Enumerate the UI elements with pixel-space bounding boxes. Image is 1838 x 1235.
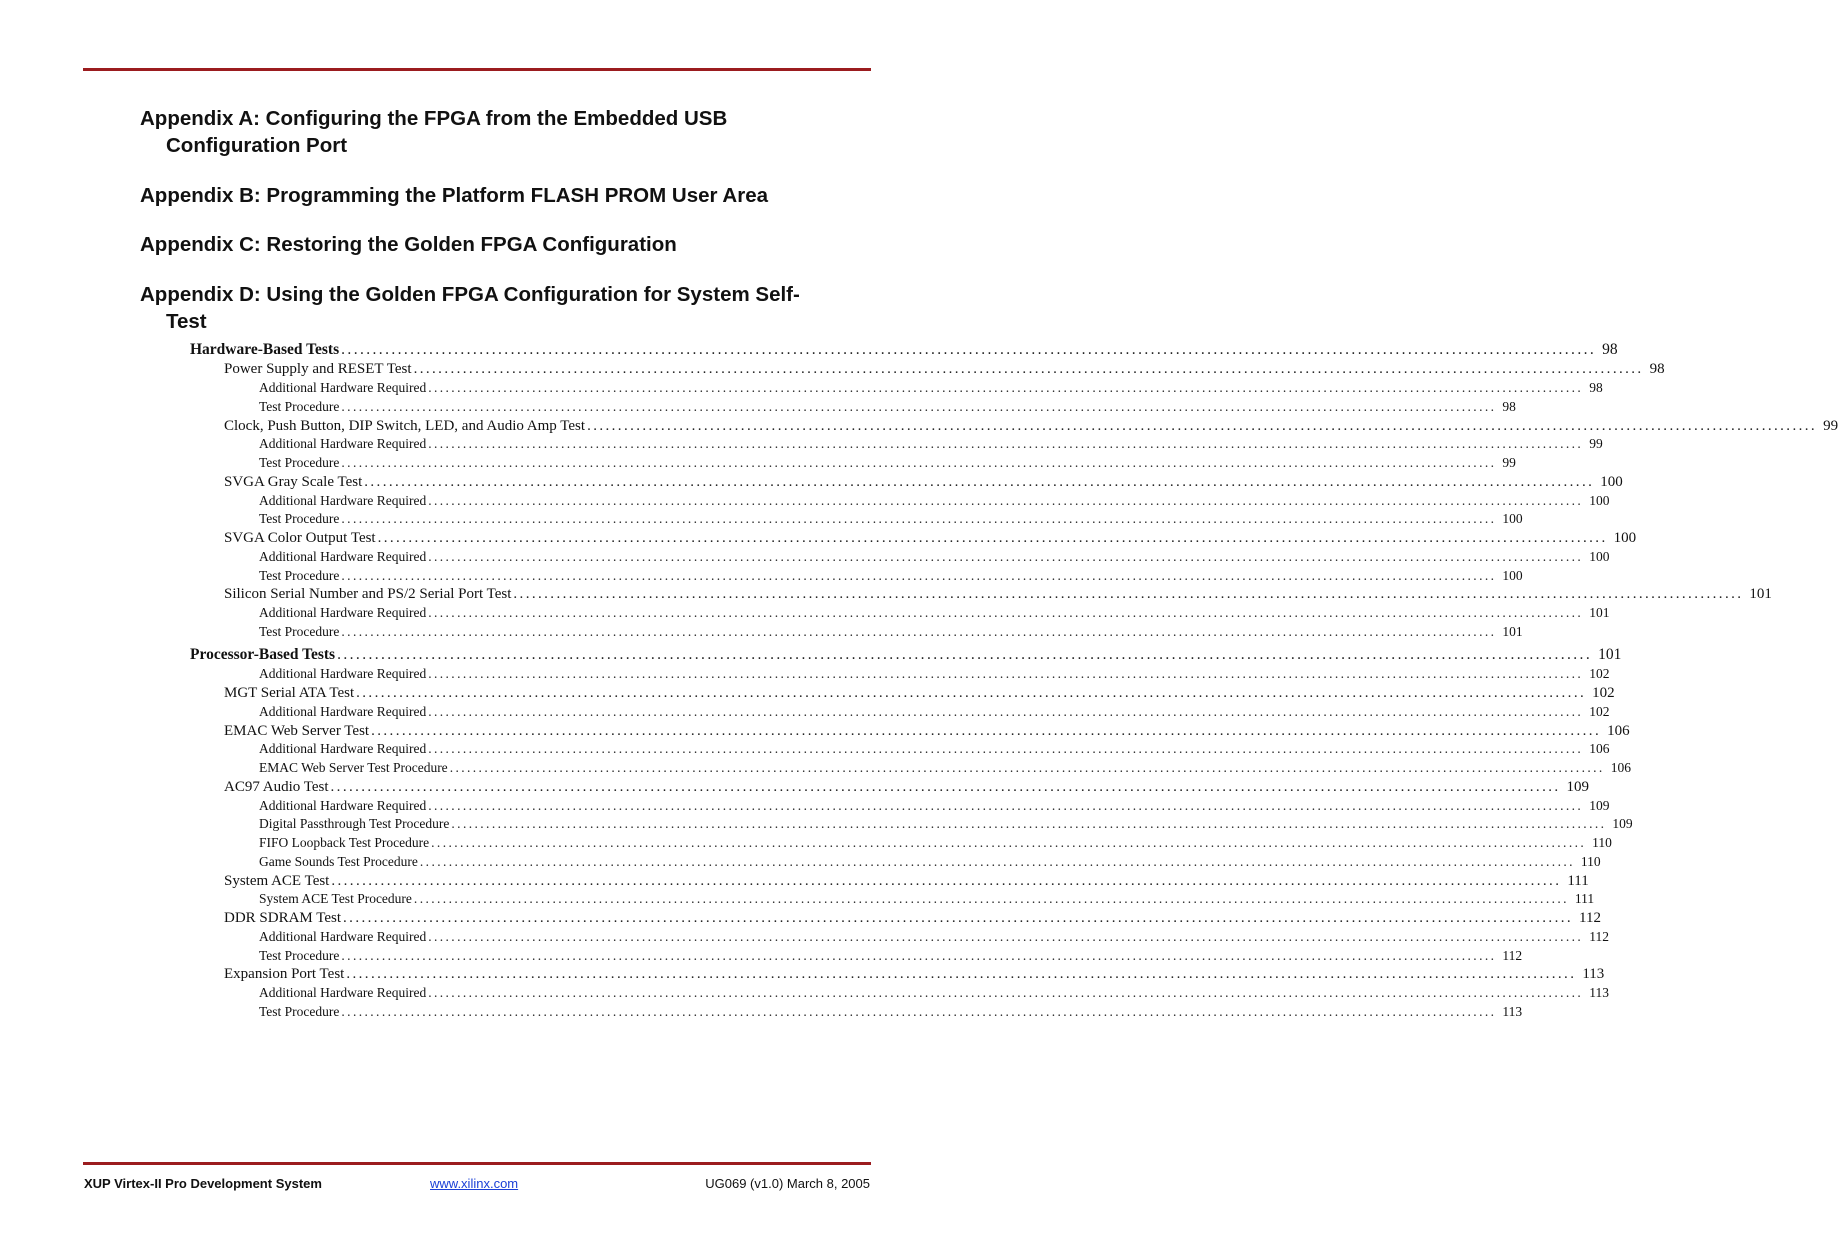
toc-entry-title: Silicon Serial Number and PS/2 Serial Port Test [224, 586, 512, 603]
toc-leader-dots: ........................................................................................................................................................................................................ [343, 910, 1574, 926]
toc-page-number: 102 [1592, 685, 1615, 701]
toc-entry-title: EMAC Web Server Test [224, 722, 370, 739]
toc-page-number: 106 [1589, 741, 1610, 757]
toc-leader-dots: ........................................................................................................................................................................................................ [428, 703, 1584, 719]
toc-entry-level3[interactable] [259, 741, 1610, 757]
toc-page-number: 111 [1574, 891, 1595, 907]
toc-page-number: 100 [1589, 548, 1610, 564]
toc-page-number: 98 [1502, 398, 1516, 414]
toc-entry-level3[interactable] [259, 1003, 1523, 1020]
toc-leader-dots: ........................................................................................................................................................................................................ [428, 666, 1584, 682]
toc-entry-title: Test Procedure [259, 511, 340, 527]
toc-page-number: 98 [1589, 380, 1603, 395]
toc-entry-level2[interactable] [224, 872, 1589, 890]
toc-entry-title: Test Procedure [259, 623, 340, 639]
toc-entry-level2[interactable] [224, 473, 1623, 491]
toc-entry-title: Additional Hardware Required [259, 605, 427, 620]
toc-leader-dots: ........................................................................................................................................................................................................ [428, 741, 1584, 757]
toc-page-number: 100 [1502, 511, 1523, 527]
appendix-b-heading[interactable] [140, 182, 860, 209]
toc-entry-title: Test Procedure [259, 398, 340, 414]
toc-leader-dots: ........................................................................................................................................................................................................ [419, 853, 1575, 869]
toc-leader-dots: ........................................................................................................................................................................................................ [346, 966, 1577, 983]
toc-leader-dots: ........................................................................................................................................................................................................ [341, 511, 1497, 527]
appendix-d-heading[interactable] [140, 281, 860, 335]
toc-page-number: 99 [1589, 436, 1603, 452]
toc-entry-level2[interactable] [224, 910, 1601, 927]
toc-entry-title: FIFO Loopback Test Procedure [259, 835, 430, 850]
toc-entry-level3[interactable] [259, 928, 1609, 945]
toc-entry-title: Additional Hardware Required [259, 703, 427, 719]
toc-entry-title: Test Procedure [259, 455, 340, 470]
toc-page-number: 110 [1580, 853, 1601, 869]
toc-entry-level3[interactable] [259, 511, 1523, 527]
toc-page-number: 100 [1613, 530, 1637, 546]
toc-entry-title: Additional Hardware Required [259, 797, 427, 813]
toc-entry-level2[interactable] [224, 966, 1605, 983]
toc-page-number: 101 [1749, 586, 1772, 603]
toc-entry-level3[interactable] [259, 947, 1523, 964]
toc-entry-title: SVGA Color Output Test [224, 530, 376, 546]
toc-entry-level1[interactable] [190, 341, 1618, 359]
toc-entry-level3[interactable] [259, 567, 1523, 584]
toc-entry-level2[interactable] [224, 722, 1630, 740]
toc-page-number: 98 [1649, 361, 1665, 378]
toc-entry-title: MGT Serial ATA Test [224, 685, 355, 701]
toc-leader-dots: ........................................................................................................................................................................................................ [587, 417, 1818, 434]
toc-leader-dots: ........................................................................................................................................................................................................ [428, 380, 1584, 395]
toc-entry-title: Test Procedure [259, 567, 340, 583]
toc-leader-dots: ........................................................................................................................................................................................................ [451, 816, 1607, 832]
toc-leader-dots: ........................................................................................................................................................................................................ [341, 623, 1497, 639]
footer-rule [83, 1162, 871, 1165]
toc-page-number: 106 [1610, 760, 1631, 775]
toc-page-number: 111 [1567, 872, 1589, 889]
toc-page-number: 100 [1589, 492, 1610, 508]
toc-leader-dots: ........................................................................................................................................................................................................ [428, 605, 1584, 620]
toc-entry-level3[interactable] [259, 666, 1610, 682]
toc-entry-level3[interactable] [259, 853, 1601, 870]
toc-entry-title: Expansion Port Test [224, 966, 345, 983]
toc-leader-dots: ........................................................................................................................................................................................................ [431, 835, 1587, 850]
toc-entry-level3[interactable] [259, 436, 1603, 452]
appendix-a-line1: Appendix A: Configuring the FPGA from the Embedded USB [140, 107, 728, 130]
footer-website-link[interactable]: www.xilinx.com [430, 1176, 519, 1191]
toc-page-number: 101 [1598, 646, 1622, 663]
toc-leader-dots: ........................................................................................................................................................................................................ [413, 891, 1569, 907]
footer-document-title: XUP Virtex-II Pro Development System [84, 1176, 322, 1191]
toc-leader-dots: ........................................................................................................................................................................................................ [428, 492, 1584, 508]
toc-page-number: 110 [1592, 835, 1612, 850]
toc-leader-dots: ........................................................................................................................................................................................................ [341, 947, 1497, 963]
header-rule [83, 68, 871, 71]
toc-page-number: 98 [1602, 341, 1618, 358]
toc-page-number: 112 [1579, 910, 1601, 926]
toc-entry-title: Test Procedure [259, 1003, 340, 1019]
toc-entry-level3[interactable] [259, 398, 1516, 415]
toc-entry-title: Additional Hardware Required [259, 548, 427, 564]
toc-entry-level3[interactable] [259, 891, 1595, 907]
toc-page-number: 113 [1502, 1003, 1523, 1019]
toc-leader-dots: ........................................................................................................................................................................................................ [331, 872, 1562, 889]
toc-entry-title: System ACE Test Procedure [259, 891, 412, 907]
toc-entry-title: DDR SDRAM Test [224, 910, 342, 926]
toc-entry-level3[interactable] [259, 985, 1609, 1001]
toc-entry-title: Clock, Push Button, DIP Switch, LED, and Audio Amp Test [224, 417, 586, 434]
appendix-d-line1: Appendix D: Using the Golden FPGA Configuration for System Self- [140, 283, 800, 306]
toc-page-number: 102 [1589, 666, 1610, 682]
toc-entry-level3[interactable] [259, 548, 1610, 565]
toc-entry-level3[interactable] [259, 605, 1610, 621]
toc-leader-dots: ........................................................................................................................................................................................................ [428, 797, 1584, 813]
toc-leader-dots: ........................................................................................................................................................................................................ [428, 548, 1584, 564]
toc-entry-level2[interactable] [224, 361, 1665, 378]
toc-entry-title: Power Supply and RESET Test [224, 361, 412, 378]
toc-leader-dots: ........................................................................................................................................................................................................ [413, 361, 1644, 378]
toc-page-number: 106 [1607, 722, 1630, 739]
appendix-c-line1: Appendix C: Restoring the Golden FPGA Configuration [140, 233, 677, 256]
toc-entry-level3[interactable] [259, 623, 1523, 640]
toc-leader-dots: ........................................................................................................................................................................................................ [428, 928, 1584, 944]
toc-entry-level2[interactable] [224, 778, 1590, 796]
toc-page-number: 109 [1589, 797, 1610, 813]
toc-entry-level2[interactable] [224, 417, 1838, 435]
toc-leader-dots: ........................................................................................................................................................................................................ [337, 646, 1593, 663]
toc-leader-dots: ........................................................................................................................................................................................................ [356, 685, 1587, 701]
toc-leader-dots: ........................................................................................................................................................................................................ [341, 567, 1497, 583]
toc-entry-level3[interactable] [259, 455, 1516, 471]
toc-entry-level2[interactable] [224, 685, 1615, 702]
toc-entry-level3[interactable] [259, 835, 1612, 851]
toc-entry-title: AC97 Audio Test [224, 778, 329, 795]
toc-entry-level3[interactable] [259, 380, 1603, 396]
toc-entry-title: Game Sounds Test Procedure [259, 853, 418, 869]
toc-entry-title: Additional Hardware Required [259, 928, 427, 944]
appendix-b-line1: Appendix B: Programming the Platform FLASH PROM User Area [140, 184, 768, 207]
toc-entry-title: Additional Hardware Required [259, 436, 427, 452]
toc-entry-title: EMAC Web Server Test Procedure [259, 760, 448, 775]
toc-leader-dots: ........................................................................................................................................................................................................ [341, 1003, 1497, 1019]
toc-leader-dots: ........................................................................................................................................................................................................ [449, 760, 1605, 775]
toc-entry-level3[interactable] [259, 816, 1633, 832]
toc-leader-dots: ........................................................................................................................................................................................................ [330, 778, 1561, 795]
toc-entry-title: Additional Hardware Required [259, 492, 427, 508]
toc-entry-title: SVGA Gray Scale Test [224, 473, 363, 490]
toc-page-number: 113 [1582, 966, 1605, 983]
toc-entry-level3[interactable] [259, 492, 1610, 509]
toc-page-number: 113 [1589, 985, 1609, 1000]
toc-entry-title: Hardware-Based Tests [190, 341, 340, 358]
toc-entry-level2[interactable] [224, 586, 1772, 603]
toc-leader-dots: ........................................................................................................................................................................................................ [341, 341, 1597, 358]
toc-leader-dots: ........................................................................................................................................................................................................ [513, 586, 1744, 603]
toc-page-number: 100 [1600, 473, 1623, 490]
toc-page-number: 101 [1502, 623, 1523, 639]
toc-leader-dots: ........................................................................................................................................................................................................ [377, 530, 1608, 546]
appendix-d-line2: Test [166, 310, 207, 333]
toc-entry-title: System ACE Test [224, 872, 330, 889]
toc-page-number: 100 [1502, 567, 1523, 583]
toc-leader-dots: ........................................................................................................................................................................................................ [341, 398, 1497, 414]
toc-entry-level3[interactable] [259, 760, 1631, 776]
toc-leader-dots: ........................................................................................................................................................................................................ [364, 473, 1595, 490]
toc-page-number: 112 [1589, 928, 1609, 944]
toc-entry-title: Additional Hardware Required [259, 741, 427, 757]
toc-entry-title: Additional Hardware Required [259, 380, 427, 395]
toc-entry-title: Digital Passthrough Test Procedure [259, 816, 450, 832]
toc-leader-dots: ........................................................................................................................................................................................................ [428, 436, 1584, 452]
toc-leader-dots: ........................................................................................................................................................................................................ [341, 455, 1497, 470]
toc-entry-title: Processor-Based Tests [190, 646, 336, 663]
toc-entry-level3[interactable] [259, 703, 1610, 720]
toc-page-number: 102 [1589, 703, 1610, 719]
footer-document-id: UG069 (v1.0) March 8, 2005 [705, 1176, 870, 1191]
toc-page-number: 109 [1566, 778, 1590, 795]
toc-entry-title: Additional Hardware Required [259, 985, 427, 1000]
toc-entry-level1[interactable] [190, 646, 1622, 664]
toc-page-number: 101 [1589, 605, 1610, 620]
toc-entry-title: Test Procedure [259, 947, 340, 963]
toc-leader-dots: ........................................................................................................................................................................................................ [428, 985, 1584, 1000]
appendix-a-line2: Configuration Port [166, 134, 348, 157]
appendix-c-heading[interactable] [140, 231, 860, 258]
toc-entry-level3[interactable] [259, 797, 1610, 814]
toc-leader-dots: ........................................................................................................................................................................................................ [371, 722, 1602, 739]
toc-page-number: 99 [1823, 417, 1838, 434]
appendix-a-heading[interactable] [140, 105, 860, 159]
toc-entry-title: Additional Hardware Required [259, 666, 427, 682]
toc-entry-level2[interactable] [224, 530, 1637, 547]
toc-page-number: 112 [1502, 947, 1523, 963]
toc-page-number: 109 [1612, 816, 1633, 832]
toc-page-number: 99 [1502, 455, 1516, 470]
